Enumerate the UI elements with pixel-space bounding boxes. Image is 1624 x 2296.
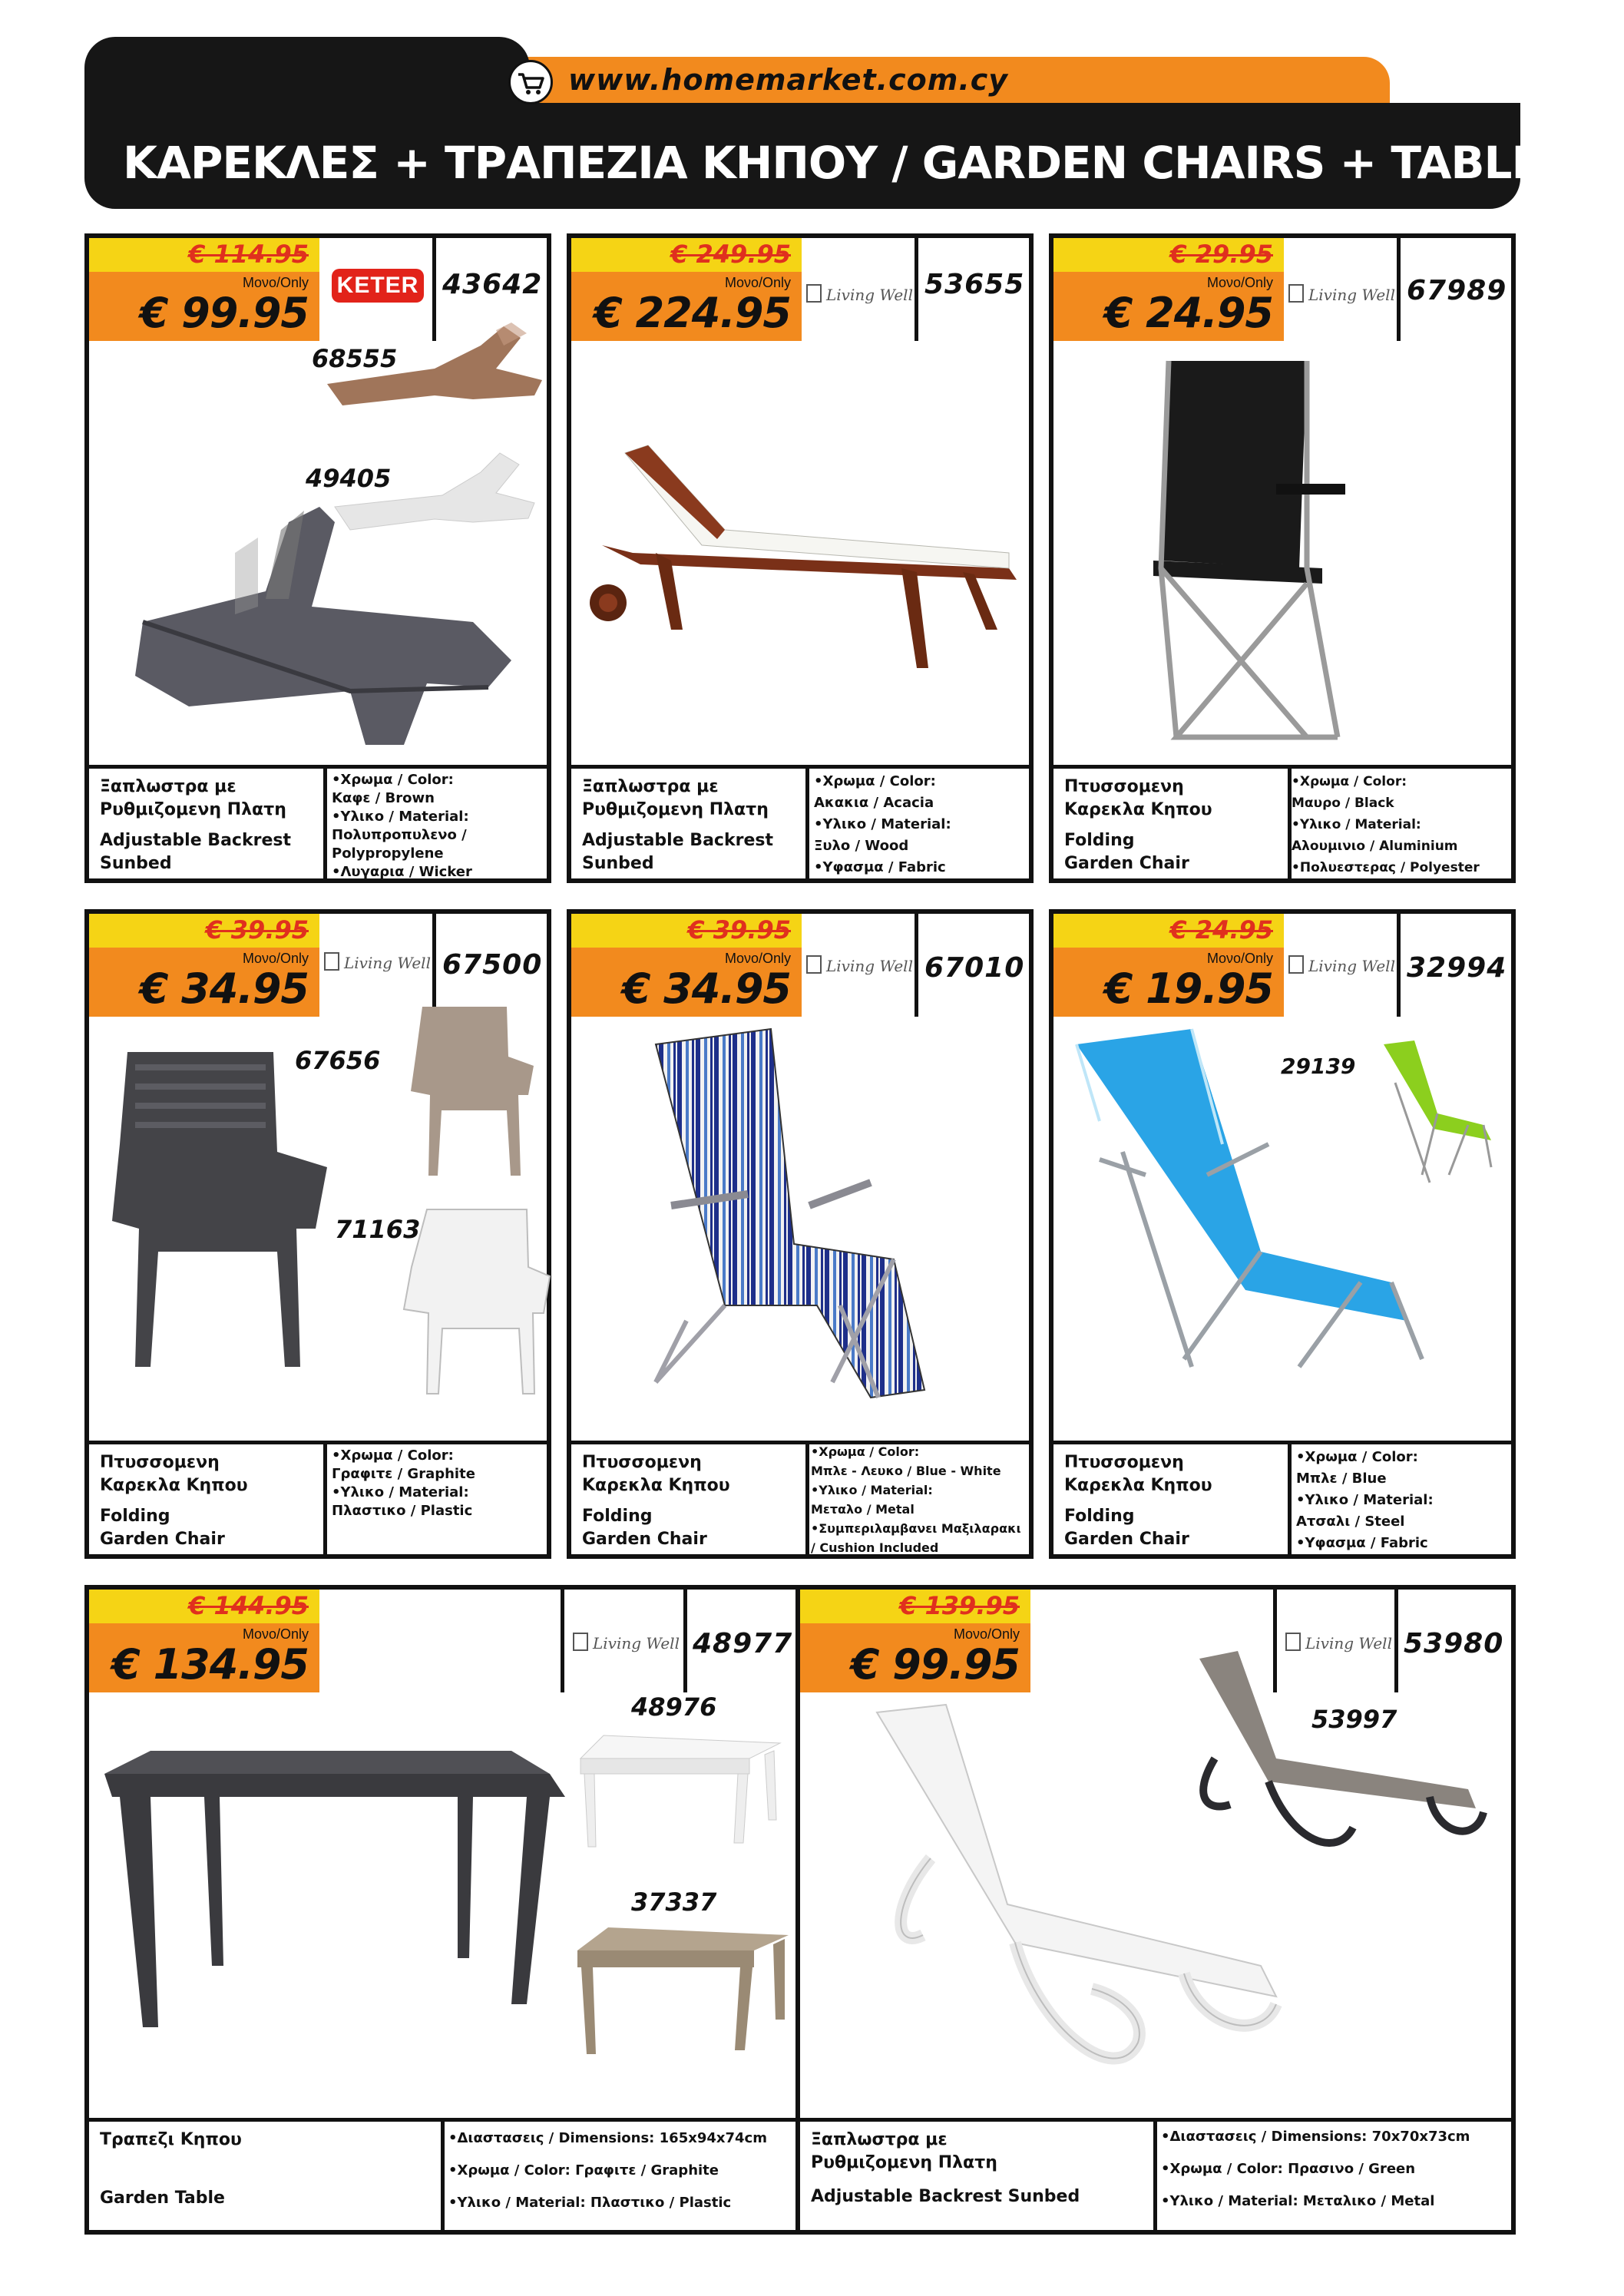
taupe-table-image xyxy=(570,1927,792,2058)
price-band xyxy=(1053,948,1284,1017)
divider xyxy=(915,914,918,1017)
variant-code: 67656 xyxy=(295,1046,381,1075)
price: € 19.95 xyxy=(1103,964,1273,1013)
old-price-band xyxy=(571,914,802,948)
white-table-image xyxy=(573,1735,788,1851)
product-name-gr: Ξαπλωστρα με Ρυθμιζομενη Πλατη xyxy=(100,777,286,819)
variant-code: 71163 xyxy=(335,1215,421,1244)
old-price: € 39.95 xyxy=(205,915,309,945)
product-specs: •Χρωμα / Color: Καφε / Brown •Υλικο / Material: Πολυπροπυλενο / Polypropylene •Λυγαρια / Wicker xyxy=(332,772,472,880)
product-code: 43642 xyxy=(442,269,543,300)
price-band xyxy=(89,1623,319,1692)
price-band xyxy=(89,948,319,1017)
cart-icon xyxy=(508,60,553,104)
divider xyxy=(1397,238,1401,341)
header-tab xyxy=(84,37,530,114)
living-well-logo: Living Well xyxy=(573,1633,680,1653)
price-band xyxy=(89,272,319,341)
old-price: € 139.95 xyxy=(899,1591,1020,1620)
taupe-chair-image xyxy=(407,1003,537,1179)
old-price: € 249.95 xyxy=(670,240,791,269)
living-well-logo: Living Well xyxy=(324,952,431,972)
divider xyxy=(89,765,547,769)
old-price-band xyxy=(571,238,802,272)
old-price-band xyxy=(89,914,319,948)
product-name-gr: Πτυσσομενη Καρεκλα Κηπου xyxy=(1064,777,1212,819)
divider xyxy=(571,765,1029,769)
blue-lounger-image xyxy=(1069,1029,1422,1367)
product-code: 67010 xyxy=(924,952,1025,984)
price: € 99.95 xyxy=(139,289,309,337)
product-card-53980[interactable] xyxy=(795,1585,1516,2235)
old-price: € 114.95 xyxy=(188,240,309,269)
price-band xyxy=(571,272,802,341)
product-specs: •Διαστασεις / Dimensions: 165x94x74cm •Χρωμα / Color: Γραφιτε / Graphite •Υλικο / Material: Πλαστικο / Plastic xyxy=(448,2130,767,2211)
divider xyxy=(323,765,327,878)
living-well-logo: Living Well xyxy=(806,284,913,304)
divider xyxy=(805,1441,809,1554)
divider xyxy=(1397,914,1401,1017)
variant-code: 48976 xyxy=(631,1692,717,1722)
only-label: Μονο/Only xyxy=(242,951,309,966)
product-specs: •Χρωμα / Color: Γραφιτε / Graphite •Υλικο / Material: Πλαστικο / Plastic xyxy=(332,1447,475,1519)
striped-relax-chair-image xyxy=(640,1029,963,1428)
divider xyxy=(441,2118,445,2230)
product-card-48977[interactable] xyxy=(84,1585,805,2235)
divider xyxy=(1153,2118,1157,2230)
website-link[interactable]: www.homemarket.com.cy xyxy=(568,63,1009,97)
old-price-band xyxy=(89,238,319,272)
variant-code: 53997 xyxy=(1311,1705,1397,1734)
page-title: ΚΑΡΕΚΛΕΣ + ΤΡΑΠΕΖΙΑ ΚΗΠΟΥ / GARDEN CHAIRS + TABLES xyxy=(123,137,1573,189)
product-code: 67989 xyxy=(1407,275,1507,306)
product-name-gr: Πτυσσομενη Καρεκλα Κηπου xyxy=(100,1453,248,1495)
price: € 34.95 xyxy=(621,964,791,1013)
product-name-en: Adjustable Backrest Sunbed xyxy=(100,831,291,873)
variant-code: 68555 xyxy=(312,344,398,373)
product-code: 53655 xyxy=(924,269,1025,300)
product-name-en: Folding Garden Chair xyxy=(582,1507,707,1549)
divider xyxy=(805,765,809,878)
old-price: € 39.95 xyxy=(687,915,791,945)
product-name-en: Folding Garden Chair xyxy=(100,1507,225,1549)
product-specs: •Χρωμα / Color: Μπλε / Blue •Υλικο / Material: Ατσαλι / Steel •Υφασμα / Fabric xyxy=(1296,1449,1434,1551)
product-code: 32994 xyxy=(1407,952,1507,984)
product-name-en: Folding Garden Chair xyxy=(1064,831,1189,873)
price: € 134.95 xyxy=(111,1640,309,1689)
old-price: € 144.95 xyxy=(188,1591,309,1620)
divider xyxy=(683,1590,687,1692)
living-well-logo: Living Well xyxy=(806,955,913,975)
product-name-en: Folding Garden Chair xyxy=(1064,1507,1189,1549)
product-specs: •Χρωμα / Color: Ακακια / Acacia •Υλικο / Material: Ξυλο / Wood •Υφασμα / Fabric xyxy=(814,773,951,875)
wicker-sunbed-image xyxy=(104,491,534,753)
variant-code: 37337 xyxy=(631,1887,717,1917)
product-card-67989[interactable] xyxy=(1049,233,1516,883)
wooden-sunbed-image xyxy=(579,376,1024,683)
only-label: Μονο/Only xyxy=(1206,275,1273,290)
product-name-gr: Πτυσσομενη Καρεκλα Κηπου xyxy=(1064,1453,1212,1495)
variant-code: 29139 xyxy=(1281,1054,1356,1079)
product-code: 67500 xyxy=(442,949,543,981)
product-name-gr: Ξαπλωστρα με Ρυθμιζομενη Πλατη xyxy=(582,777,769,819)
divider xyxy=(89,1441,547,1444)
living-well-logo: Living Well xyxy=(1288,955,1395,975)
product-specs: •Διαστασεις / Dimensions: 70x70x73cm •Χρωμα / Color: Πρασινο / Green •Υλικο / Material: Μεταλικο / Metal xyxy=(1161,2129,1470,2209)
only-label: Μονο/Only xyxy=(242,1626,309,1642)
product-code: 53980 xyxy=(1404,1628,1504,1659)
product-name-gr: Πτυσσομενη Καρεκλα Κηπου xyxy=(582,1453,730,1495)
price-band xyxy=(800,1623,1030,1692)
old-price: € 24.95 xyxy=(1169,915,1273,945)
divider xyxy=(432,914,436,1017)
only-label: Μονο/Only xyxy=(724,275,791,290)
product-card-43642[interactable] xyxy=(84,233,551,883)
price: € 34.95 xyxy=(139,964,309,1013)
graphite-table-image xyxy=(97,1743,573,2035)
only-label: Μονο/Only xyxy=(724,951,791,966)
price-band xyxy=(571,948,802,1017)
product-card-32994[interactable] xyxy=(1049,909,1516,1559)
divider xyxy=(1288,1441,1292,1554)
green-lounger-image xyxy=(1376,1037,1499,1190)
product-name-gr: Τραπεζι Κηπου xyxy=(100,2130,242,2149)
grey-sunbed-image xyxy=(1184,1651,1491,1866)
graphite-chair-image xyxy=(104,1044,335,1367)
product-card-67010[interactable] xyxy=(567,909,1034,1559)
living-well-logo: Living Well xyxy=(1288,284,1395,304)
product-specs: •Χρωμα / Color: Μπλε - Λευκο / Blue - White •Υλικο / Material: Μεταλο / Metal •Συμπεριλαμβανει Μαξιλαρακι / Cushion Included xyxy=(811,1444,1021,1555)
old-price-band xyxy=(1053,238,1284,272)
divider xyxy=(89,2118,800,2122)
product-code: 48977 xyxy=(693,1628,793,1659)
product-name-en: Garden Table xyxy=(100,2188,225,2208)
price: € 24.95 xyxy=(1103,289,1273,337)
living-well-logo: Living Well xyxy=(1285,1633,1392,1653)
white-chair-image xyxy=(381,1206,550,1398)
product-specs: •Χρωμα / Color: Μαυρο / Black •Υλικο / Material: Αλουμινιο / Aluminium •Πολυεστερας / Polyester xyxy=(1292,774,1480,875)
keter-logo: KETER xyxy=(332,269,424,303)
divider xyxy=(323,1441,327,1554)
old-price: € 29.95 xyxy=(1169,240,1273,269)
old-price-band xyxy=(800,1590,1030,1623)
price-band xyxy=(1053,272,1284,341)
old-price-band xyxy=(89,1590,319,1623)
only-label: Μονο/Only xyxy=(1206,951,1273,966)
only-label: Μονο/Only xyxy=(953,1626,1020,1642)
product-name-en: Adjustable Backrest Sunbed xyxy=(582,831,773,873)
only-label: Μονο/Only xyxy=(242,275,309,290)
product-name-gr: Ξαπλωστρα με Ρυθμιζομενη Πλατη xyxy=(811,2130,997,2172)
price: € 224.95 xyxy=(594,289,791,337)
black-folding-chair-image xyxy=(1130,353,1437,753)
divider xyxy=(1053,1441,1511,1444)
product-name-en: Adjustable Backrest Sunbed xyxy=(811,2187,1080,2206)
divider xyxy=(915,238,918,341)
product-card-53655[interactable] xyxy=(567,233,1034,883)
divider xyxy=(1053,765,1511,769)
product-card-67500[interactable] xyxy=(84,909,551,1559)
divider xyxy=(561,1590,564,1692)
old-price-band xyxy=(1053,914,1284,948)
price: € 99.95 xyxy=(850,1640,1020,1689)
brown-sunbed-image xyxy=(319,323,550,415)
variant-code: 49405 xyxy=(306,464,392,493)
